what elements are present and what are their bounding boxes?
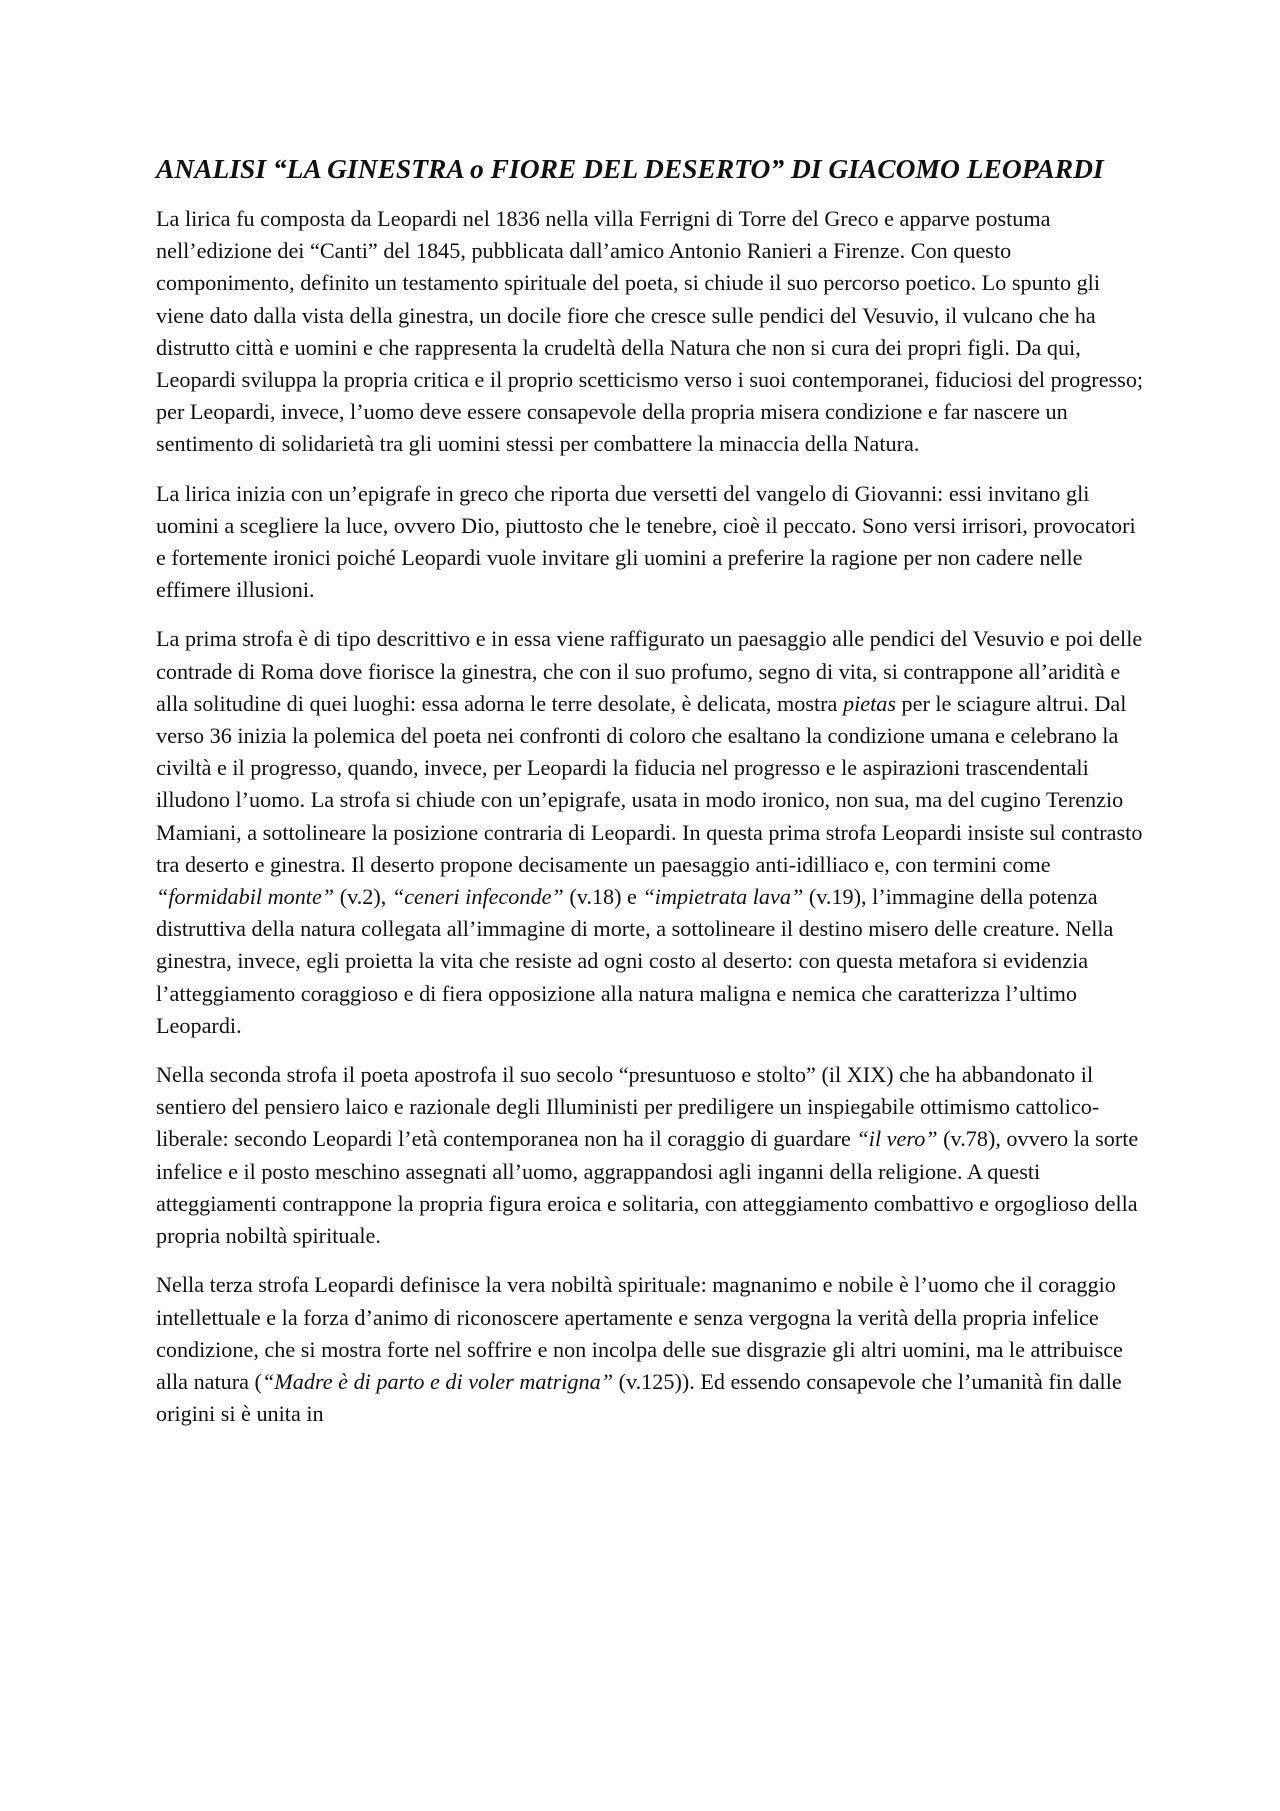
text-run: La prima strofa è di tipo descrittivo e in essa viene raffigurato un paesaggio alle pendici del Vesuvio e poi delle contrade di Roma dove fiorisce la ginestra, che con il suo profumo, segno di vita, si contrappone all’aridità e alla solitudine di quei luoghi: essa adorna le terre desolate, è delicata, mostra [156, 626, 1143, 716]
text-run: (v.125)). Ed essendo consapevole che l’umanità fin dalle origini si è unita in [156, 1368, 1122, 1427]
italic-quote: “il vero” [856, 1126, 938, 1152]
paragraph-1 [156, 203, 1148, 461]
document-page [156, 150, 1148, 1447]
italic-quote: “ceneri infeconde” [391, 884, 564, 910]
text-run: (v.18) e [563, 884, 643, 910]
text-run: (v.78), ovvero la sorte infelice e il posto meschino assegnati all’uomo, aggrappandosi agli inganni della religione. A questi atteggiamenti contrappone la propria figura eroica e solitaria, con atteggiamento combattivo e orgoglioso della propria nobiltà spirituale. [156, 1126, 1139, 1249]
italic-term: pietas [842, 690, 896, 716]
paragraph-2 [156, 478, 1148, 607]
text-run: (v.2), [334, 884, 392, 910]
italic-quote: “formidabil monte” [156, 884, 335, 910]
document-title: ANALISI “LA GINESTRA o FIORE DEL DESERTO” DI GIACOMO LEOPARDI [156, 153, 1104, 184]
paragraph-3 [156, 623, 1148, 1042]
text-run: per le sciagure altrui. Dal verso 36 inizia la polemica del poeta nei confronti di coloro che esaltano la condizione umana e celebrano la civiltà e il progresso, quando, invece, per Leopardi la fiducia nel progresso e le aspirazioni trascendentali illudono l’uomo. La strofa si chiude con un’epigrafe, usata in modo ironico, non sua, ma del cugino Terenzio Mamiani, a sottolineare la posizione contraria di Leopardi. In questa prima strofa Leopardi insiste sul contrasto tra deserto e ginestra. Il deserto propone decisamente un paesaggio anti-idilliaco e, con termini come [156, 690, 1143, 877]
text-run: La lirica inizia con un’epigrafe in greco che riporta due versetti del vangelo di Giovanni: essi invitano gli uomini a scegliere la luce, ovvero Dio, piuttosto che le tenebre, cioè il peccato. Sono versi irrisori, provocatori e fortemente ironici poiché Leopardi vuole invitare gli uomini a preferire la ragione per non cadere nelle effimere illusioni. [156, 480, 1136, 603]
paragraph-5 [156, 1269, 1148, 1430]
text-run: (v.19), l’immagine della potenza distruttiva della natura collegata all’immagine di morte, a sottolineare il destino misero delle creature. Nella ginestra, invece, egli proietta la vita che resiste ad ogni costo al deserto: con questa metafora si evidenzia l’atteggiamento coraggioso e di fiera opposizione alla natura maligna e nemica che caratterizza l’ultimo Leopardi. [156, 884, 1114, 1038]
text-run: Nella seconda strofa il poeta apostrofa il suo secolo “presuntuoso e stolto” (il XIX) che ha abbandonato il sentiero del pensiero laico e razionale degli Illuministi per prediligere un inspiegabile ottimismo cattolico-liberale: secondo Leopardi l’età contemporanea non ha il coraggio di guardare [156, 1062, 1100, 1152]
italic-quote: “Madre è di parto e di voler matrigna” [261, 1368, 614, 1394]
text-run: Nella terza strofa Leopardi definisce la vera nobiltà spirituale: magnanimo e nobile è l’uomo che il coraggio intellettuale e la forza d’animo di riconoscere apertamente e senza vergogna la verità della propria infelice condizione, che si mostra forte nel soffrire e non incolpa delle sue disgrazie gli altri uomini, ma le attribuisce alla natura ( [156, 1272, 1123, 1394]
italic-quote: “impietrata lava” [642, 884, 804, 910]
paragraph-4 [156, 1059, 1148, 1252]
text-run: La lirica fu composta da Leopardi nel 1836 nella villa Ferrigni di Torre del Greco e apparve postuma nell’edizione dei “Canti” del 1845, pubblicata dall’amico Antonio Ranieri a Firenze. Con questo componimento, definito un testamento spirituale del poeta, si chiude il suo percorso poetico. Lo spunto gli viene dato dalla vista della ginestra, un docile fiore che cresce sulle pendici del Vesuvio, il vulcano che ha distrutto città e uomini e che rappresenta la crudeltà della Natura che non si cura dei propri figli. Da qui, Leopardi sviluppa la propria critica e il proprio scetticismo verso i suoi contemporanei, fiduciosi del progresso; per Leopardi, invece, l’uomo deve essere consapevole della propria misera condizione e far nascere un sentimento di solidarietà tra gli uomini stessi per combattere la minaccia della Natura. [156, 206, 1144, 457]
